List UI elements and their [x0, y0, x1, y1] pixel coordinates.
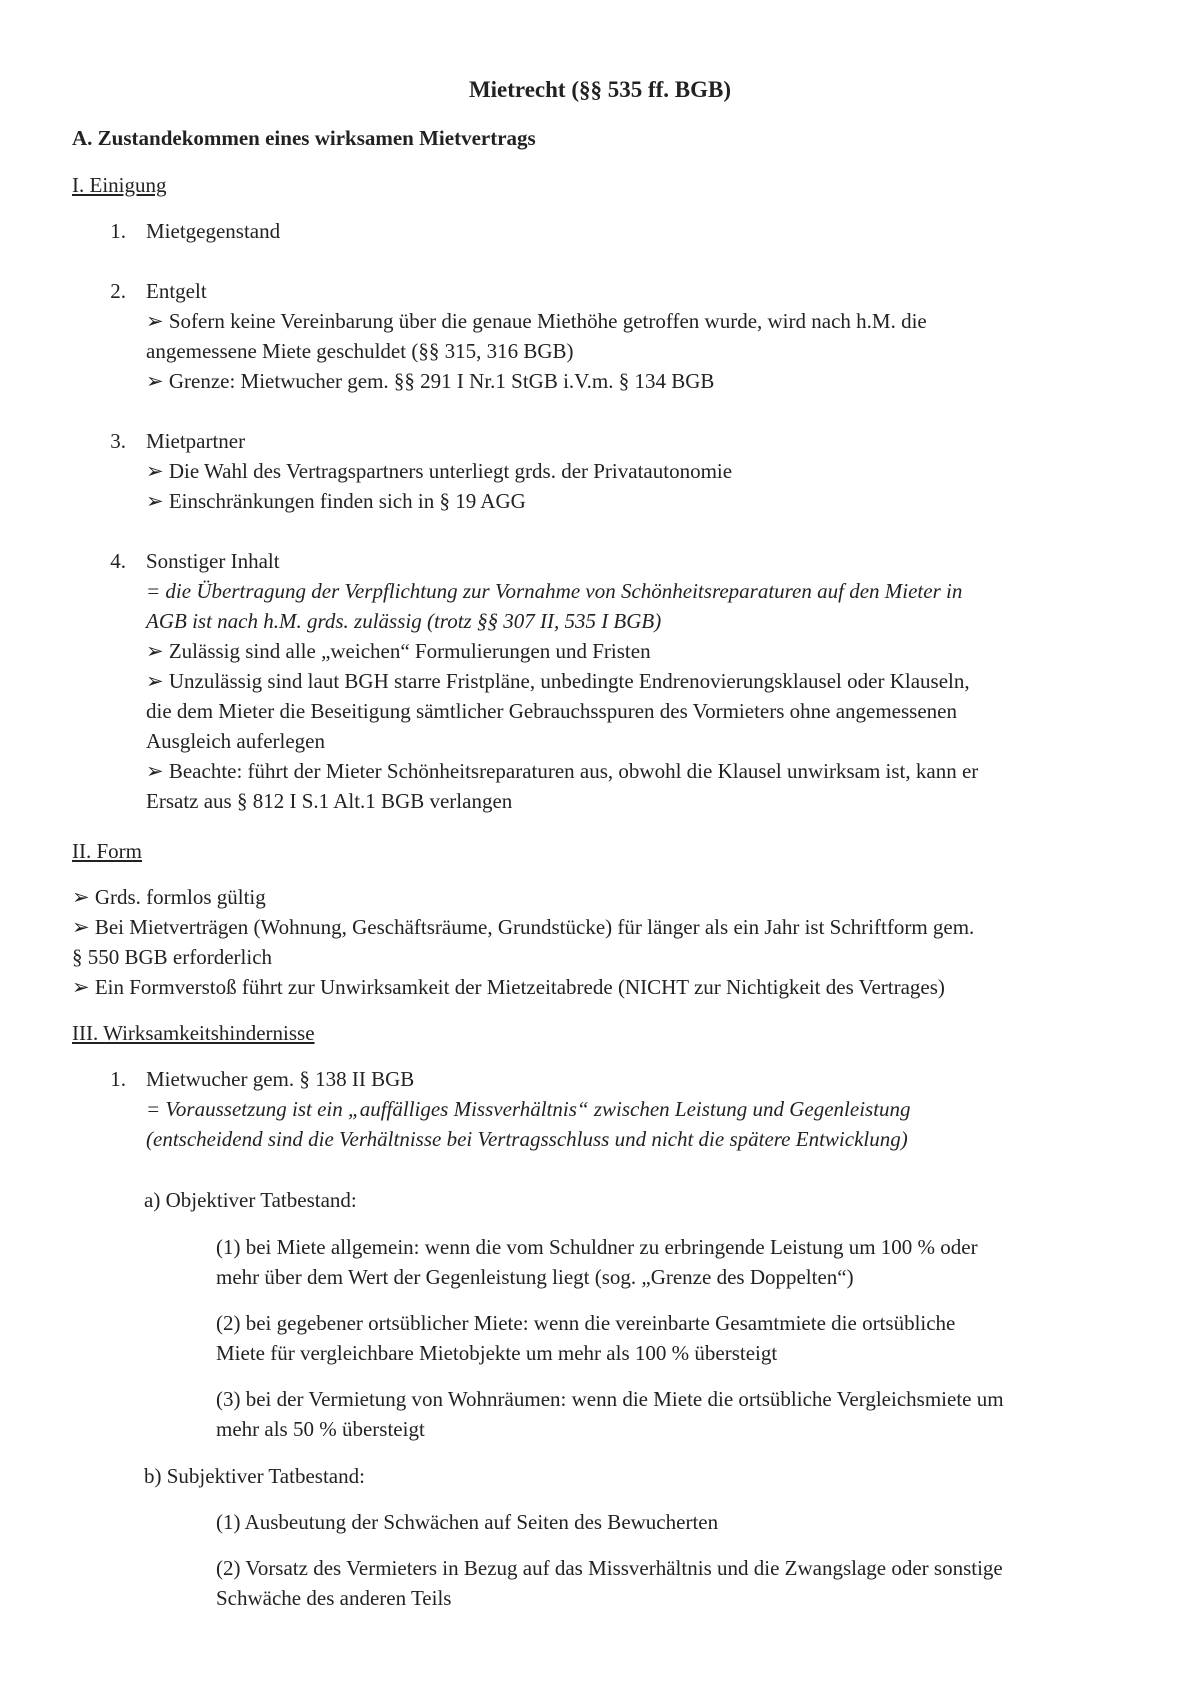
text-line: ➢ Ein Formverstoß führt zur Unwirksamkeit der Mietzeitabrede (NICHT zur Nichtigkeit des Vertrages) — [72, 975, 945, 999]
text-line: ➢ Unzulässig sind laut BGH starre Fristpläne, unbedingte Endrenovierungsklausel oder Klauseln, — [146, 669, 970, 693]
text-line: mehr als 50 % übersteigt — [216, 1417, 425, 1441]
text-line: Ausgleich auferlegen — [146, 729, 326, 753]
page-title: Mietrecht (§§ 535 ff. BGB) — [468, 77, 732, 102]
text-line: ➢ Bei Mietverträgen (Wohnung, Geschäftsräume, Grundstücke) für länger als ein Jahr ist Schriftform gem. — [72, 915, 975, 939]
text-line: ➢ Zulässig sind alle „weichen“ Formulierungen und Fristen — [146, 639, 651, 663]
subheading-subjektiver-tatbestand: b) Subjektiver Tatbestand: — [144, 1464, 365, 1488]
section-wirksamkeitshindernisse-heading: III. Wirksamkeitshindernisse — [72, 1021, 315, 1045]
section-einigung-heading: I. Einigung — [72, 173, 167, 197]
subheading-objektiver-tatbestand: a) Objektiver Tatbestand: — [144, 1188, 357, 1212]
section-a-heading: A. Zustandekommen eines wirksamen Mietvertrags — [72, 126, 536, 150]
text-line: ➢ Die Wahl des Vertragspartners unterliegt grds. der Privatautonomie — [146, 459, 733, 483]
text-line: Miete für vergleichbare Mietobjekte um mehr als 100 % übersteigt — [216, 1341, 778, 1365]
list-item-sonstiger-inhalt: Sonstiger Inhalt — [146, 549, 280, 573]
text-line: die dem Mieter die Beseitigung sämtlicher Gebrauchsspuren des Vormieters ohne angemessenen — [146, 699, 957, 723]
text-line: (2) Vorsatz des Vermieters in Bezug auf das Missverhältnis und die Zwangslage oder sonstige — [216, 1556, 1003, 1580]
definition-line: (entscheidend sind die Verhältnisse bei Vertragsschluss und nicht die spätere Entwicklung) — [146, 1127, 908, 1151]
list-number: 2. — [110, 279, 126, 303]
text-line: angemessene Miete geschuldet (§§ 315, 316 BGB) — [146, 339, 574, 363]
list-number: 1. — [110, 219, 126, 243]
list-item-mietpartner: Mietpartner — [146, 429, 246, 453]
section-form-heading: II. Form — [72, 839, 142, 863]
list-number: 4. — [110, 549, 126, 573]
text-line: ➢ Einschränkungen finden sich in § 19 AGG — [146, 489, 526, 513]
definition-line: = Voraussetzung ist ein „auffälliges Missverhältnis“ zwischen Leistung und Gegenleistung — [146, 1097, 911, 1121]
list-item-mietgegenstand: Mietgegenstand — [146, 219, 281, 243]
text-line: ➢ Grds. formlos gültig — [72, 885, 266, 909]
definition-line: = die Übertragung der Verpflichtung zur Vornahme von Schönheitsreparaturen auf den Mieter in — [146, 579, 963, 603]
text-line: mehr über dem Wert der Gegenleistung liegt (sog. „Grenze des Doppelten“) — [216, 1265, 854, 1289]
definition-line: AGB ist nach h.M. grds. zulässig (trotz §§ 307 II, 535 I BGB) — [146, 609, 662, 633]
text-line: (3) bei der Vermietung von Wohnräumen: wenn die Miete die ortsübliche Vergleichsmiete um — [216, 1387, 1004, 1411]
text-line: § 550 BGB erforderlich — [72, 945, 273, 969]
text-line: (2) bei gegebener ortsüblicher Miete: wenn die vereinbarte Gesamtmiete die ortsübliche — [216, 1311, 956, 1335]
list-number: 1. — [110, 1067, 126, 1091]
text-line: (1) Ausbeutung der Schwächen auf Seiten des Bewucherten — [216, 1510, 719, 1534]
text-line: Ersatz aus § 812 I S.1 Alt.1 BGB verlangen — [146, 789, 513, 813]
text-line: (1) bei Miete allgemein: wenn die vom Schuldner zu erbringende Leistung um 100 % oder — [216, 1235, 978, 1259]
text-line: Schwäche des anderen Teils — [216, 1586, 452, 1610]
list-number: 3. — [110, 429, 126, 453]
text-line: ➢ Sofern keine Vereinbarung über die genaue Miethöhe getroffen wurde, wird nach h.M. die — [146, 309, 927, 333]
text-line: ➢ Beachte: führt der Mieter Schönheitsreparaturen aus, obwohl die Klausel unwirksam ist, kann er — [146, 759, 979, 783]
list-item-entgelt: Entgelt — [146, 279, 207, 303]
text-line: ➢ Grenze: Mietwucher gem. §§ 291 I Nr.1 StGB i.V.m. § 134 BGB — [146, 369, 715, 393]
list-item-mietwucher: Mietwucher gem. § 138 II BGB — [146, 1067, 415, 1091]
